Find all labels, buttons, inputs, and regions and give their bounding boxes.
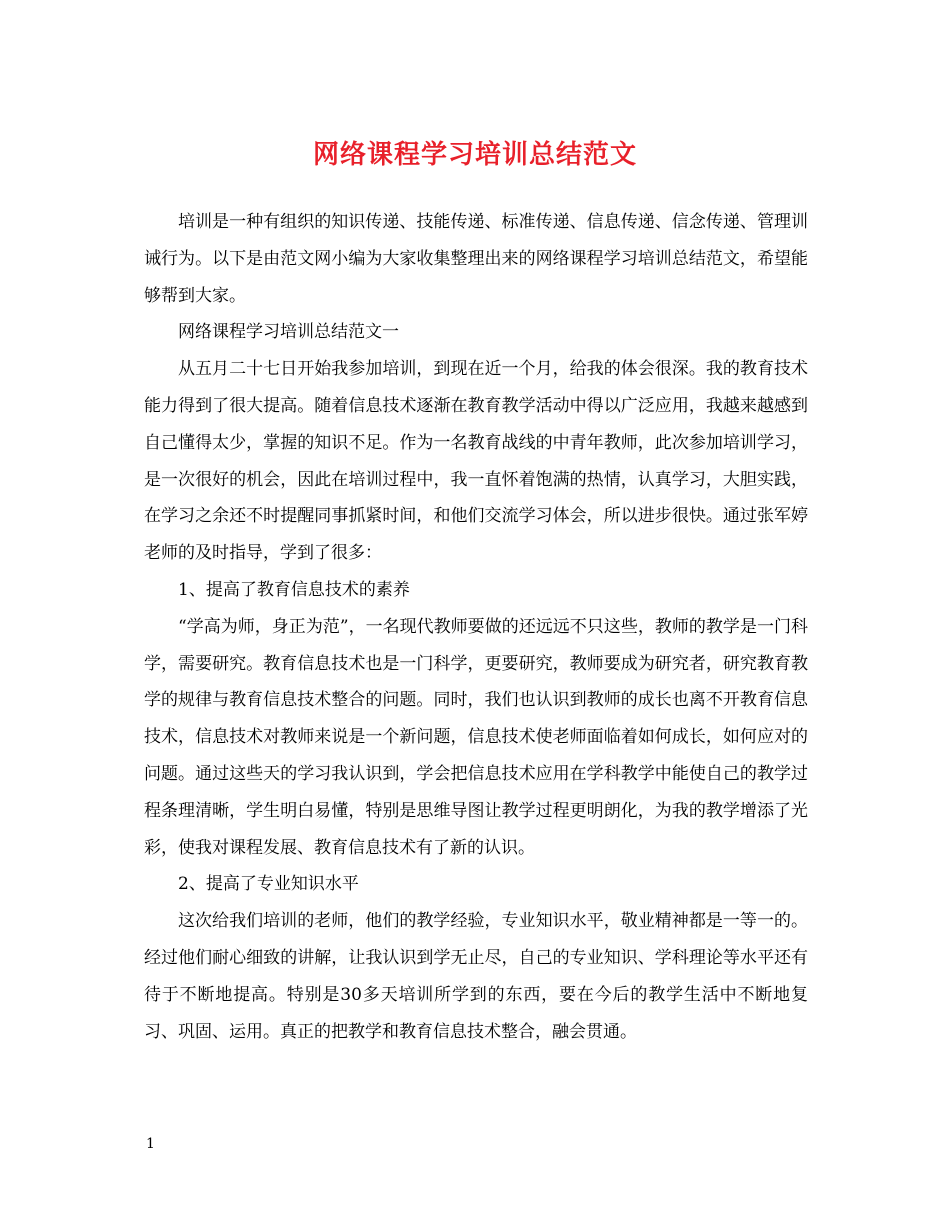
page-number: 1 [146, 1136, 155, 1152]
document-body [144, 204, 808, 1050]
numbered-heading: 1、提高了教育信息技术的素养 [178, 579, 410, 600]
body-paragraph: “学高为师，身正为范”，一名现代教师要做的还远远不只这些，教师的教学是一门科学，需要研究。教育信息技术也是一门科学，更要研究，教师要成为研究者，研究教育教学的规律与教育信息技术整合的问题。同时，我们也认识到教师的成长也离不开教育信息技术，信息技术对教师来说是一个新问题，信息技术使老师面临着如何成长，如何应对的问题。通过这些天的学习我认识到，学会把信息技术应用在学科教学中能使自己的教学过程条理清晰，学生明白易懂，特别是思维导图让教学过程更明朗化，为我的教学增添了光彩，使我对课程发展、教育信息技术有了新的认识。 [144, 616, 808, 858]
body-paragraph: 从五月二十七日开始我参加培训，到现在近一个月，给我的体会很深。我的教育技术能力得到了很大提高。随着信息技术逐渐在教育教学活动中得以广泛应用，我越来越感到自己懂得太少，掌握的知识不足。作为一名教育战线的中青年教师，此次参加培训学习，是一次很好的机会，因此在培训过程中，我一直怀着饱满的热情，认真学习，大胆实践，在学习之余还不时提醒同事抓紧时间，和他们交流学习体会，所以进步很快。通过张军婷老师的及时指导，学到了很多： [144, 359, 808, 564]
numbered-heading: 2、提高了专业知识水平 [178, 874, 359, 895]
body-paragraph: 这次给我们培训的老师，他们的教学经验，专业知识水平，敬业精神都是一等一的。经过他们耐心细致的讲解，让我认识到学无止尽，自己的专业知识、学科理论等水平还有待于不断地提高。特别是30多天培训所学到的东西，要在今后的教学生活中不断地复习、巩固、运用。真正的把教学和教育信息技术整合，融会贯通。 [144, 911, 808, 1042]
document-title: 网络课程学习培训总结范文 [312, 140, 637, 170]
section-heading: 网络课程学习培训总结范文一 [178, 322, 399, 343]
intro-paragraph: 培训是一种有组织的知识传递、技能传递、标准传递、信息传递、信念传递、管理训诫行为。以下是由范文网小编为大家收集整理出来的网络课程学习培训总结范文，希望能够帮到大家。 [144, 212, 808, 306]
